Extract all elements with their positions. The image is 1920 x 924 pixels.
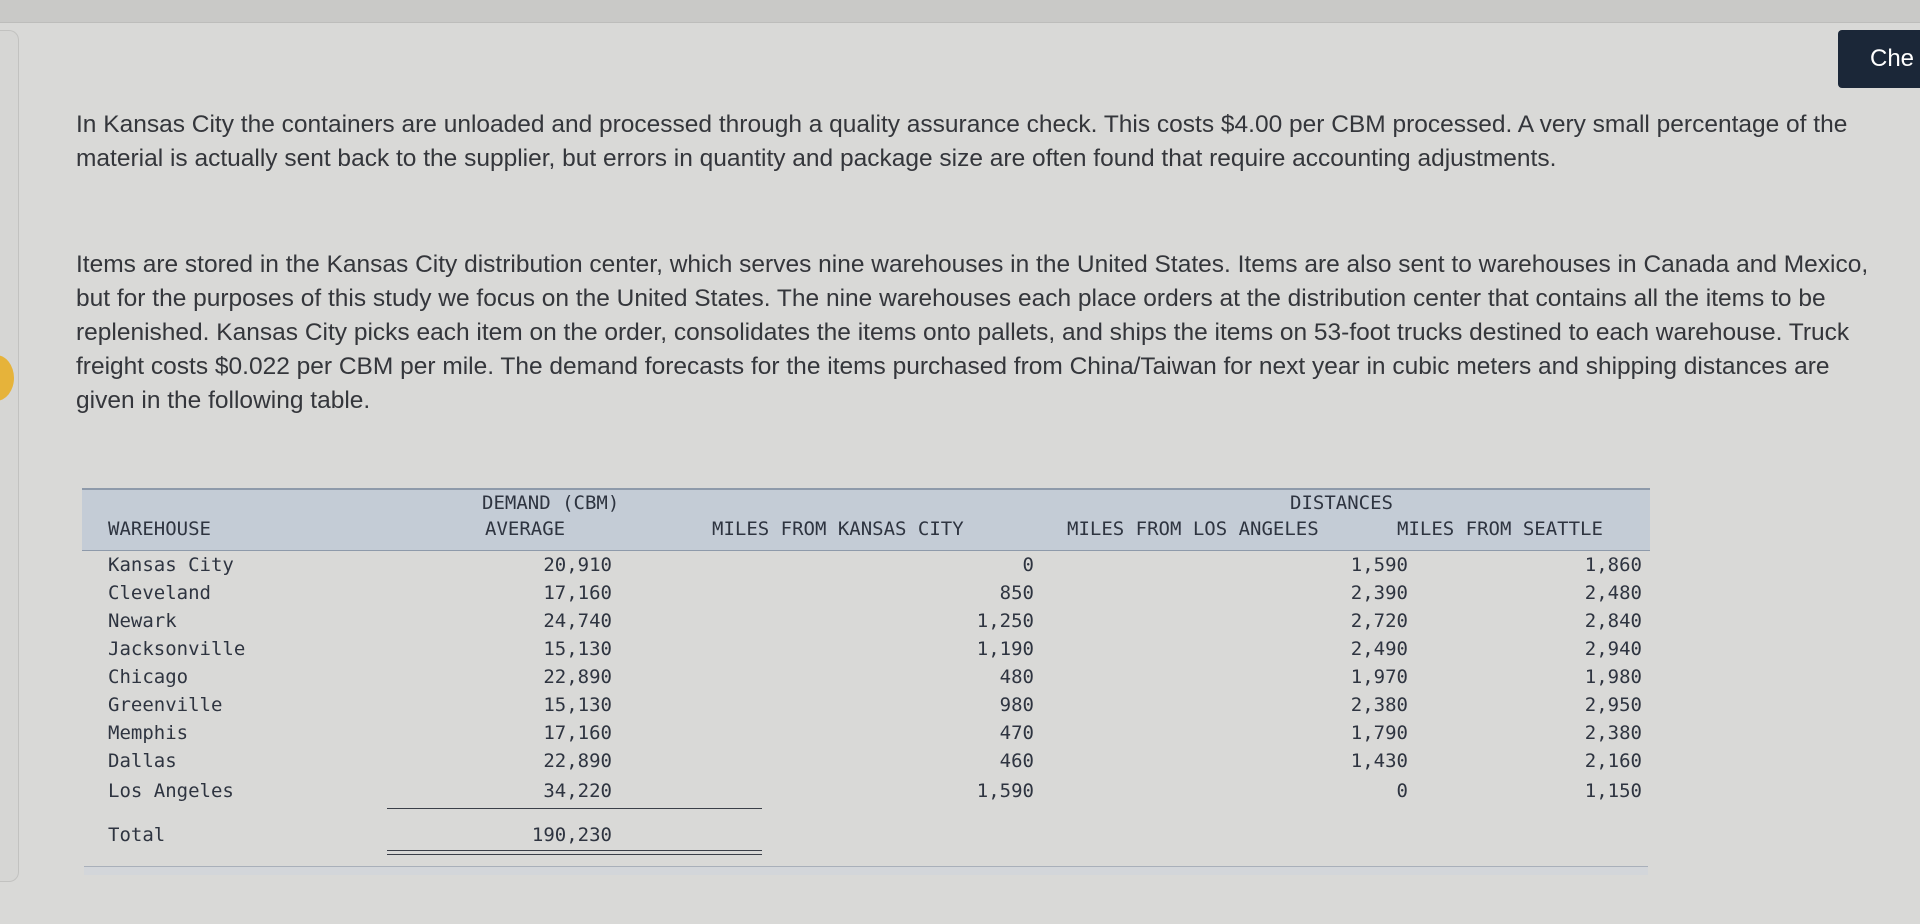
header-warehouse: WAREHOUSE [108, 518, 211, 540]
cell-miles-los-angeles: 2,380 [1350, 694, 1408, 716]
cell-average: 17,160 [543, 722, 612, 744]
cell-average: 15,130 [543, 638, 612, 660]
cell-miles-seattle: 2,160 [1584, 750, 1642, 772]
subtotal-rule [387, 808, 762, 809]
header-distances-group: DISTANCES [1290, 492, 1393, 514]
cell-miles-seattle: 2,380 [1584, 722, 1642, 744]
cell-average: 34,220 [543, 780, 612, 802]
previous-panel-edge [0, 30, 19, 882]
total-double-rule [387, 850, 762, 855]
total-average: 190,230 [531, 824, 612, 846]
cell-warehouse: Dallas [108, 750, 177, 772]
cell-miles-seattle: 2,950 [1584, 694, 1642, 716]
cell-miles-los-angeles: 1,430 [1350, 750, 1408, 772]
cell-miles-seattle: 2,940 [1584, 638, 1642, 660]
cell-warehouse: Memphis [108, 722, 189, 744]
cell-miles-kansas-city: 470 [999, 722, 1034, 744]
problem-paragraph-1: In Kansas City the containers are unloaded and processed through a quality assurance check. This costs $4.00 per CBM processed. A very small percentage of the material is actually sent back to the supplier, but errors in quantity and package size are often found that require accounting adjustments. [76, 111, 1848, 172]
cell-warehouse: Greenville [108, 694, 223, 716]
cell-miles-seattle: 1,980 [1584, 666, 1642, 688]
header-miles-kansas-city: MILES FROM KANSAS CITY [712, 518, 964, 540]
cell-miles-seattle: 2,480 [1584, 582, 1642, 604]
demand-distance-table [82, 488, 1650, 866]
cell-average: 20,910 [543, 554, 612, 576]
cell-miles-kansas-city: 1,250 [976, 610, 1034, 632]
cell-miles-los-angeles: 2,390 [1350, 582, 1408, 604]
cell-average: 15,130 [543, 694, 612, 716]
total-label: Total [108, 824, 166, 846]
cell-average: 22,890 [543, 750, 612, 772]
header-average: AVERAGE [485, 518, 566, 540]
cell-warehouse: Los Angeles [108, 780, 234, 802]
table-bottom-border [84, 866, 1648, 875]
header-miles-seattle: MILES FROM SEATTLE [1397, 518, 1603, 540]
problem-paragraph-2: Items are stored in the Kansas City distribution center, which serves nine warehouses in the United States. Items are also sent to warehouses in Canada and Mexico, but for the purposes of this study we focus on the United States. The nine warehouses each place orders at the distribution center that contains all the items to be replenished. Kansas City picks each item on the order, consolidates the items onto pallets, and ships the items on 53-foot trucks destined to each warehouse. Truck freight costs $0.022 per CBM per mile. The demand forecasts for the items purchased from China/Taiwan for next year in cubic meters and shipping distances are given in the following table. [76, 251, 1869, 414]
cell-miles-los-angeles: 2,720 [1350, 610, 1408, 632]
cell-average: 17,160 [543, 582, 612, 604]
cell-miles-kansas-city: 980 [999, 694, 1034, 716]
cell-miles-los-angeles: 1,790 [1350, 722, 1408, 744]
cell-miles-kansas-city: 0 [1022, 554, 1034, 576]
cell-miles-los-angeles: 1,970 [1350, 666, 1408, 688]
cell-warehouse: Kansas City [108, 554, 234, 576]
top-band [0, 0, 1920, 23]
check-button[interactable]: Che [1838, 30, 1920, 88]
cell-warehouse: Newark [108, 610, 177, 632]
cell-miles-kansas-city: 1,590 [976, 780, 1034, 802]
cell-miles-seattle: 2,840 [1584, 610, 1642, 632]
cell-warehouse: Cleveland [108, 582, 211, 604]
cell-miles-kansas-city: 480 [999, 666, 1034, 688]
cell-miles-kansas-city: 850 [999, 582, 1034, 604]
cell-miles-seattle: 1,150 [1584, 780, 1642, 802]
cell-warehouse: Chicago [108, 666, 189, 688]
cell-miles-los-angeles: 1,590 [1350, 554, 1408, 576]
cell-miles-seattle: 1,860 [1584, 554, 1642, 576]
cell-warehouse: Jacksonville [108, 638, 246, 660]
cell-average: 24,740 [543, 610, 612, 632]
cell-average: 22,890 [543, 666, 612, 688]
header-demand-group: DEMAND (CBM) [482, 492, 620, 514]
cell-miles-kansas-city: 1,190 [976, 638, 1034, 660]
cell-miles-los-angeles: 2,490 [1350, 638, 1408, 660]
cell-miles-kansas-city: 460 [999, 750, 1034, 772]
cell-miles-los-angeles: 0 [1396, 780, 1408, 802]
header-miles-los-angeles: MILES FROM LOS ANGELES [1067, 518, 1319, 540]
